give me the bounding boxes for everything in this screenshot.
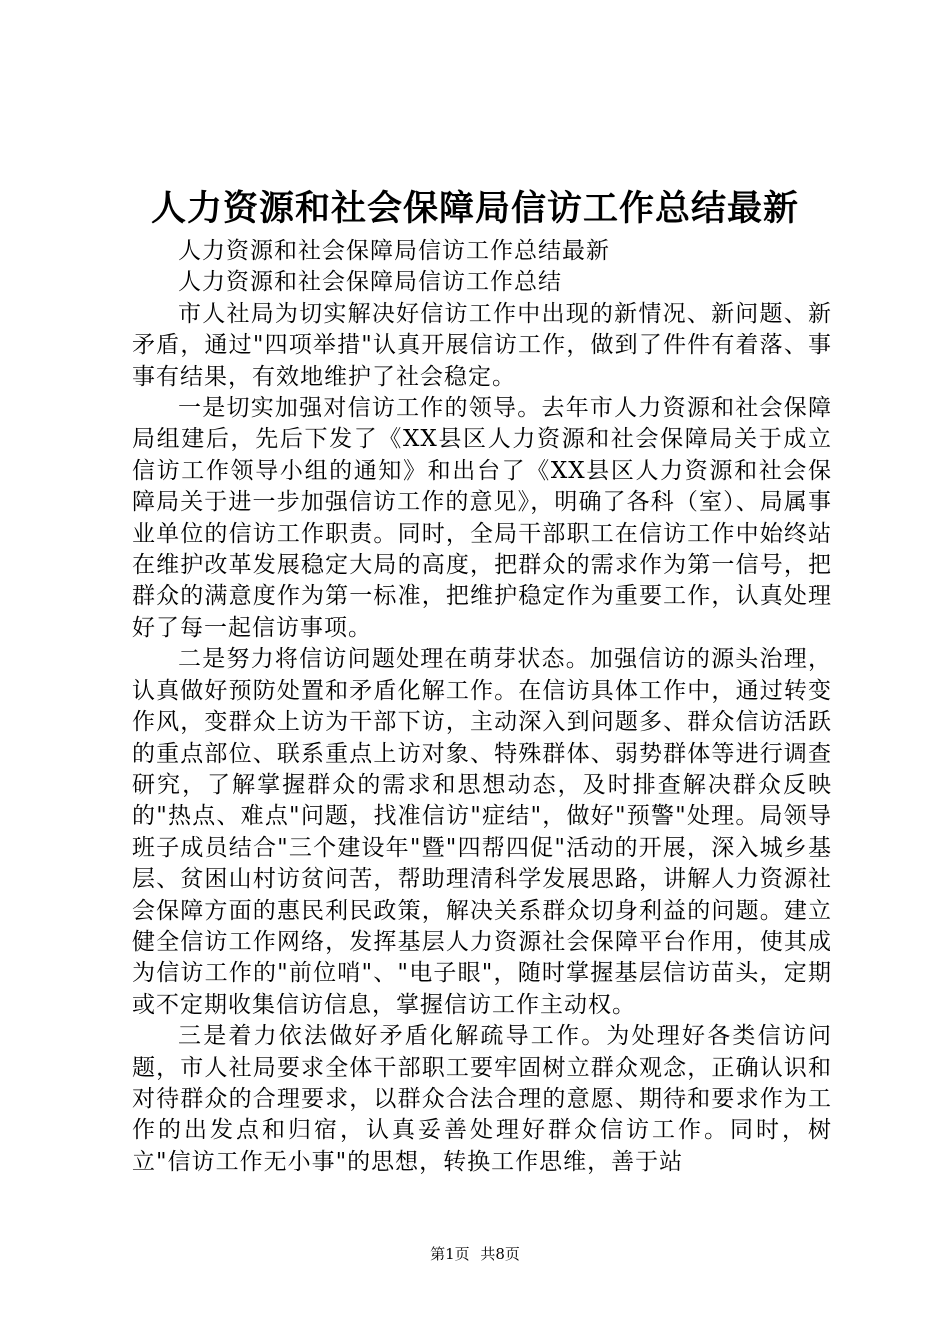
paragraph-heading: 人力资源和社会保障局信访工作总结 (178, 269, 562, 296)
paragraph-measure-three: 三是着力依法做好矛盾化解疏导工作。为处理好各类信访问题，市人社局要求全体干部职工要牢固树立群众观念，正确认识和对待群众的合理要求，以群众合法合理的意愿、期待和要求作为工作的出发点和归宿，认真妥善处理好群众信访工作。同时，树立"信访工作无小事"的思想，转换工作思维，善于站 (132, 1023, 832, 1175)
document-body (132, 236, 832, 1178)
page-number: 第1页 (430, 1245, 470, 1263)
paragraph-measure-two: 二是努力将信访问题处理在萌芽状态。加强信访的源头治理，认真做好预防处置和矛盾化解工作。在信访具体工作中，通过转变作风，变群众上访为干部下访，主动深入到问题多、群众信访活跃的重点部位、联系重点上访对象、特殊群体、弱势群体等进行调查研究，了解掌握群众的需求和思想动态，及时排查解决群众反映的"热点、难点"问题，找准信访"症结"，做好"预警"处理。局领导班子成员结合"三个建设年"暨"四帮四促"活动的开展，深入城乡基层、贫困山村访贫问苦，帮助理清科学发展思路，讲解人力资源社会保障方面的惠民利民政策，解决关系群众切身利益的问题。建立健全信访工作网络，发挥基层人力资源社会保障平台作用，使其成为信访工作的"前位哨"、"电子眼"，随时掌握基层信访苗头，定期或不定期收集信访信息，掌握信访工作主动权。 (132, 646, 832, 1018)
page-footer (0, 1244, 950, 1264)
paragraph-intro: 市人社局为切实解决好信访工作中出现的新情况、新问题、新矛盾，通过"四项举措"认真开展信访工作，做到了件件有着落、事事有结果，有效地维护了社会稳定。 (132, 300, 832, 390)
page-total: 共8页 (480, 1245, 520, 1263)
paragraph-subtitle: 人力资源和社会保障局信访工作总结最新 (178, 238, 610, 264)
document-title: 人力资源和社会保障局信访工作总结最新 (150, 188, 799, 229)
paragraph-measure-one: 一是切实加强对信访工作的领导。去年市人力资源和社会保障局组建后，先后下发了《XX县区人力资源和社会保障局关于成立信访工作领导小组的通知》和出台了《XX县区人力资源和社会保障局关于进一步加强信访工作的意见》，明确了各科（室）、局属事业单位的信访工作职责。同时，全局干部职工在信访工作中始终站在维护改革发展稳定大局的高度，把群众的需求作为第一信号，把群众的满意度作为第一标准，把维护稳定作为重要工作，认真处理好了每一起信访事项。 (132, 395, 832, 641)
